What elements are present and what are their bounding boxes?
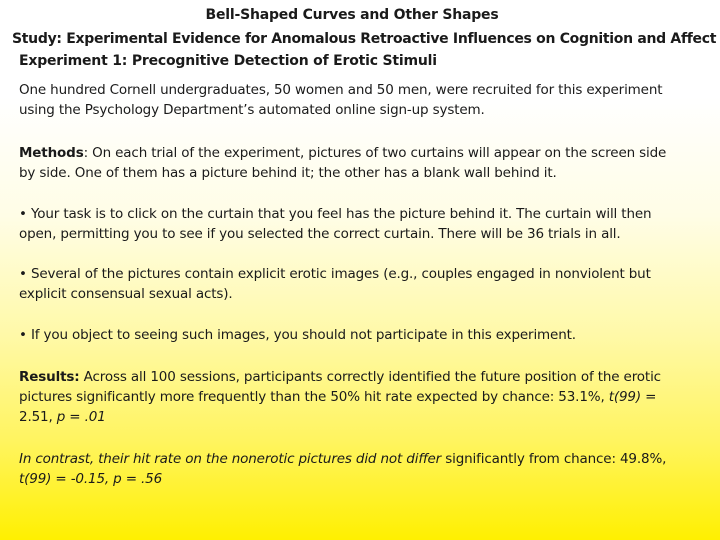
bullet-content-warning — [19, 264, 705, 304]
bullet-task-line-2: open, permitting you to see if you selected the correct curtain. There will be 36 trials in all. — [19, 226, 621, 242]
bullet-warning-line-2: explicit consensual sexual acts). — [19, 286, 233, 302]
study-heading: Study: Experimental Evidence for Anomalous Retroactive Influences on Cognition and Affect — [12, 31, 717, 47]
bullet-task — [19, 204, 705, 244]
contrast-italic-text: In contrast, their hit rate on the nonerotic pictures did not differ — [19, 451, 442, 467]
methods-line-2: by side. One of them has a picture behind it; the other has a blank wall behind it. — [19, 165, 557, 181]
results-line-1: Across all 100 sessions, participants correctly identified the future position of the erotic — [79, 369, 661, 385]
experiment-heading: Experiment 1: Precognitive Detection of Erotic Stimuli — [19, 53, 437, 69]
bullet-task-line-1: • Your task is to click on the curtain that you feel has the picture behind it. The curtain will then — [19, 206, 652, 222]
results-paragraph — [19, 367, 705, 427]
results-t-label: t(99) = — [608, 389, 657, 405]
contrast-paragraph — [19, 449, 705, 489]
methods-label: Methods — [19, 145, 84, 161]
contrast-stats: t(99) = -0.15, p = .56 — [19, 471, 163, 487]
contrast-line-1: significantly from chance: 49.8%, — [441, 451, 667, 467]
results-t-value: 2.51, — [19, 409, 57, 425]
bullet-warning-line-1: • Several of the pictures contain explicit erotic images (e.g., couples engaged in nonviolent but — [19, 266, 651, 282]
results-line-2: pictures significantly more frequently than the 50% hit rate expected by chance: 53.1%, — [19, 389, 609, 405]
slide-title: Bell-Shaped Curves and Other Shapes — [205, 7, 499, 23]
intro-line-1: One hundred Cornell undergraduates, 50 women and 50 men, were recruited for this experiment — [19, 82, 663, 98]
methods-line-1: : On each trial of the experiment, pictures of two curtains will appear on the screen side — [83, 145, 667, 161]
intro-line-2: using the Psychology Department’s automated online sign-up system. — [19, 102, 485, 118]
bullet-opt-out — [19, 325, 705, 345]
results-label: Results: — [19, 369, 80, 385]
bullet-opt-out-line: • If you object to seeing such images, you should not participate in this experiment. — [19, 327, 576, 343]
results-p-value: p = .01 — [56, 409, 106, 425]
intro-paragraph — [19, 80, 705, 120]
methods-paragraph — [19, 143, 705, 183]
